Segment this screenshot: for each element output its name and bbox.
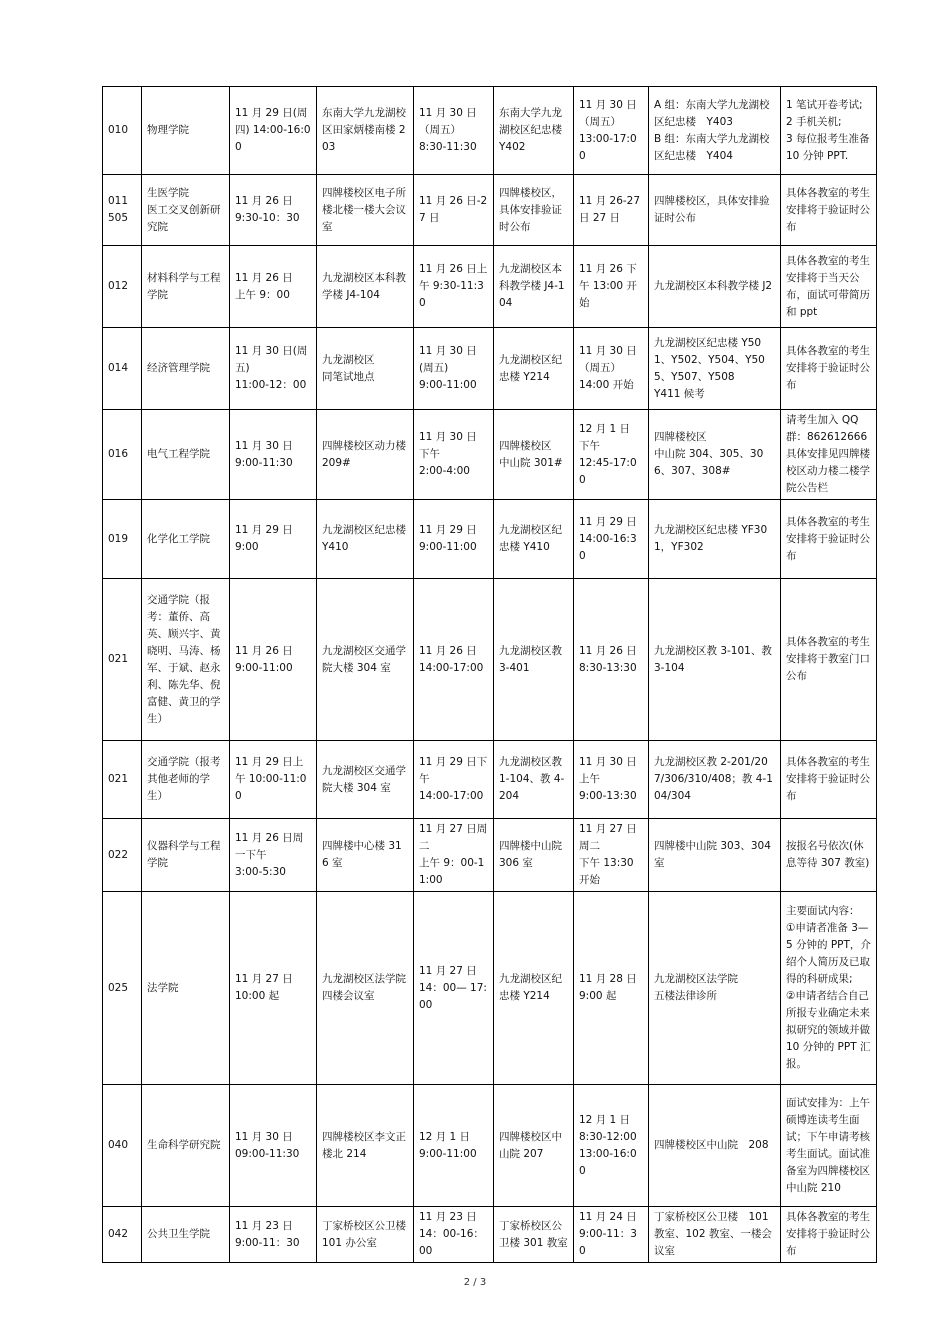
interview-time-cell: 11 月 30 日（周五） 13:00-17:00 xyxy=(574,87,649,175)
table-row xyxy=(103,892,877,1085)
interview-place-cell: 九龙湖校区纪忠楼 Y501、Y502、Y504、Y505、Y507、Y508 Y411 候考 xyxy=(649,328,781,410)
college-name-cell: 交通学院（报考其他老师的学生） xyxy=(142,741,230,819)
written-exam-time-cell: 11 月 29 日上午 10:00-11:00 xyxy=(230,741,317,819)
table-row xyxy=(103,246,877,328)
college-name-cell: 化学化工学院 xyxy=(142,500,230,579)
written-exam-place-cell: 九龙湖校区本科教学楼 J4-104 xyxy=(317,246,414,328)
note-cell: 主要面试内容： ①申请者准备 3—5 分钟的 PPT，介绍个人简历及已取得的科研成果; ②申请者结合自己所报专业确定未来拟研究的领域并做 10 分钟的 PPT 汇报。 xyxy=(781,892,877,1085)
written-exam-place-cell: 九龙湖校区法学院四楼会议室 xyxy=(317,892,414,1085)
written-exam-place-cell: 九龙湖校区 同笔试地点 xyxy=(317,328,414,410)
college-code-cell: 025 xyxy=(103,892,142,1085)
interview-place-cell: 九龙湖校区教 2-201/207/306/310/408；教 4-104/304 xyxy=(649,741,781,819)
table-row xyxy=(103,175,877,246)
verification-time-cell: 11 月 23 日 14：00-16：00 xyxy=(414,1207,494,1263)
interview-place-cell: 九龙湖校区法学院 五楼法律诊所 xyxy=(649,892,781,1085)
college-code-cell: 016 xyxy=(103,410,142,500)
interview-time-cell: 12 月 1 日 下午 12:45-17:00 xyxy=(574,410,649,500)
verification-place-cell: 九龙湖校区本科教学楼 J4-104 xyxy=(494,246,574,328)
note-cell: 具体各教室的考生安排将于教室门口公布 xyxy=(781,579,877,741)
table-row xyxy=(103,500,877,579)
verification-time-cell: 11 月 27 日 14：00— 17:00 xyxy=(414,892,494,1085)
table-row xyxy=(103,819,877,892)
college-code-cell: 012 xyxy=(103,246,142,328)
verification-time-cell: 11 月 29 日 9:00-11:00 xyxy=(414,500,494,579)
note-cell: 请考生加入 QQ 群：862612666 具体安排见四牌楼校区动力楼二楼学院公告栏 xyxy=(781,410,877,500)
college-name-cell: 仪器科学与工程学院 xyxy=(142,819,230,892)
verification-time-cell: 11 月 30 日（周五） 8:30-11:30 xyxy=(414,87,494,175)
verification-time-cell: 12 月 1 日 9:00-11:00 xyxy=(414,1085,494,1207)
written-exam-time-cell: 11 月 30 日 9:00-11:30 xyxy=(230,410,317,500)
interview-place-cell: 丁家桥校区公卫楼 101 教室、102 教室、一楼会议室 xyxy=(649,1207,781,1263)
written-exam-time-cell: 11 月 26 日 上午 9：00 xyxy=(230,246,317,328)
college-code-cell: 019 xyxy=(103,500,142,579)
college-name-cell: 材料科学与工程学院 xyxy=(142,246,230,328)
verification-place-cell: 九龙湖校区纪忠楼 Y214 xyxy=(494,892,574,1085)
college-code-cell: 040 xyxy=(103,1085,142,1207)
table-row xyxy=(103,741,877,819)
interview-time-cell: 12 月 1 日 8:30-12:00 13:00-16:00 xyxy=(574,1085,649,1207)
note-cell: 按报名号依次(休息等待 307 教室) xyxy=(781,819,877,892)
interview-place-cell: A 组：东南大学九龙湖校区纪忠楼 Y403 B 组：东南大学九龙湖校区纪忠楼 Y404 xyxy=(649,87,781,175)
written-exam-place-cell: 九龙湖校区纪忠楼 Y410 xyxy=(317,500,414,579)
verification-time-cell: 11 月 26 日-27 日 xyxy=(414,175,494,246)
written-exam-time-cell: 11 月 23 日 9:00-11：30 xyxy=(230,1207,317,1263)
written-exam-place-cell: 四牌楼中心楼 316 室 xyxy=(317,819,414,892)
verification-place-cell: 四牌楼校区 中山院 301# xyxy=(494,410,574,500)
college-name-cell: 电气工程学院 xyxy=(142,410,230,500)
interview-place-cell: 四牌楼校区，具体安排验证时公布 xyxy=(649,175,781,246)
interview-place-cell: 四牌楼校区中山院 208 xyxy=(649,1085,781,1207)
table-row xyxy=(103,1207,877,1263)
note-cell: 具体各教室的考生安排将于验证时公布 xyxy=(781,741,877,819)
interview-time-cell: 11 月 26-27 日 27 日 xyxy=(574,175,649,246)
verification-place-cell: 九龙湖校区教 3-401 xyxy=(494,579,574,741)
written-exam-place-cell: 九龙湖校区交通学院大楼 304 室 xyxy=(317,741,414,819)
written-exam-place-cell: 四牌楼校区李文正楼北 214 xyxy=(317,1085,414,1207)
college-code-cell: 042 xyxy=(103,1207,142,1263)
note-cell: 具体各教室的考生安排将于验证时公布 xyxy=(781,500,877,579)
college-name-cell: 生医学院 医工交叉创新研究院 xyxy=(142,175,230,246)
verification-time-cell: 11 月 27 日周二 上午 9：00-11:00 xyxy=(414,819,494,892)
table-row xyxy=(103,328,877,410)
college-code-cell: 021 xyxy=(103,741,142,819)
verification-place-cell: 九龙湖校区纪忠楼 Y214 xyxy=(494,328,574,410)
verification-place-cell: 九龙湖校区纪忠楼 Y410 xyxy=(494,500,574,579)
college-name-cell: 经济管理学院 xyxy=(142,328,230,410)
college-name-cell: 生命科学研究院 xyxy=(142,1085,230,1207)
interview-time-cell: 11 月 30 日（周五） 14:00 开始 xyxy=(574,328,649,410)
note-cell: 1 笔试开卷考试; 2 手机关机; 3 每位报考生准备 10 分钟 PPT. xyxy=(781,87,877,175)
page-number: 2 / 3 xyxy=(463,1277,487,1288)
table-row xyxy=(103,1085,877,1207)
college-code-cell: 022 xyxy=(103,819,142,892)
interview-time-cell: 11 月 26 下午 13:00 开始 xyxy=(574,246,649,328)
verification-place-cell: 四牌楼校区中山院 207 xyxy=(494,1085,574,1207)
note-cell: 具体各教室的考生安排将于验证时公布 xyxy=(781,328,877,410)
written-exam-place-cell: 四牌楼校区动力楼 209# xyxy=(317,410,414,500)
interview-time-cell: 11 月 26 日 8:30-13:30 xyxy=(574,579,649,741)
written-exam-place-cell: 丁家桥校区公卫楼 101 办公室 xyxy=(317,1207,414,1263)
table-row xyxy=(103,87,877,175)
schedule-table xyxy=(102,86,877,1263)
interview-time-cell: 11 月 28 日 9:00 起 xyxy=(574,892,649,1085)
verification-place-cell: 丁家桥校区公卫楼 301 教室 xyxy=(494,1207,574,1263)
note-cell: 具体各教室的考生安排将于验证时公布 xyxy=(781,175,877,246)
college-name-cell: 法学院 xyxy=(142,892,230,1085)
interview-place-cell: 四牌楼中山院 303、304 室 xyxy=(649,819,781,892)
interview-time-cell: 11 月 27 日周二 下午 13:30 开始 xyxy=(574,819,649,892)
written-exam-time-cell: 11 月 29 日(周四) 14:00-16:00 xyxy=(230,87,317,175)
written-exam-time-cell: 11 月 27 日 10:00 起 xyxy=(230,892,317,1085)
verification-time-cell: 11 月 26 日上午 9:30-11:30 xyxy=(414,246,494,328)
verification-place-cell: 东南大学九龙湖校区纪忠楼 Y402 xyxy=(494,87,574,175)
written-exam-time-cell: 11 月 29 日 9:00 xyxy=(230,500,317,579)
college-code-cell: 010 xyxy=(103,87,142,175)
written-exam-time-cell: 11 月 26 日周一下午 3:00-5:30 xyxy=(230,819,317,892)
written-exam-time-cell: 11 月 26 日 9:00-11:00 xyxy=(230,579,317,741)
interview-place-cell: 九龙湖校区教 3-101、教 3-104 xyxy=(649,579,781,741)
verification-place-cell: 四牌楼中山院 306 室 xyxy=(494,819,574,892)
interview-time-cell: 11 月 24 日 9:00-11：30 xyxy=(574,1207,649,1263)
college-code-cell: 021 xyxy=(103,579,142,741)
college-name-cell: 物理学院 xyxy=(142,87,230,175)
verification-time-cell: 11 月 26 日 14:00-17:00 xyxy=(414,579,494,741)
interview-time-cell: 11 月 29 日 14:00-16:30 xyxy=(574,500,649,579)
note-cell: 具体各教室的考生安排将于当天公布，面试可带简历和 ppt xyxy=(781,246,877,328)
interview-place-cell: 九龙湖校区本科教学楼 J2 xyxy=(649,246,781,328)
written-exam-time-cell: 11 月 30 日(周五) 11:00-12：00 xyxy=(230,328,317,410)
college-code-cell: 011 505 xyxy=(103,175,142,246)
written-exam-place-cell: 四牌楼校区电子所楼北楼一楼大会议室 xyxy=(317,175,414,246)
written-exam-place-cell: 九龙湖校区交通学院大楼 304 室 xyxy=(317,579,414,741)
verification-time-cell: 11 月 29 日下午 14:00-17:00 xyxy=(414,741,494,819)
college-code-cell: 014 xyxy=(103,328,142,410)
written-exam-place-cell: 东南大学九龙湖校区田家炳楼南楼 203 xyxy=(317,87,414,175)
verification-place-cell: 四牌楼校区，具体安排验证时公布 xyxy=(494,175,574,246)
table-row xyxy=(103,410,877,500)
college-name-cell: 公共卫生学院 xyxy=(142,1207,230,1263)
verification-place-cell: 九龙湖校区教 1-104、教 4-204 xyxy=(494,741,574,819)
interview-place-cell: 九龙湖校区纪忠楼 YF301，YF302 xyxy=(649,500,781,579)
verification-time-cell: 11 月 30 日 下午 2:00-4:00 xyxy=(414,410,494,500)
note-cell: 面试安排为：上午硕博连读考生面试；下午申请考核考生面试。面试准备室为四牌楼校区中山院 210 xyxy=(781,1085,877,1207)
verification-time-cell: 11 月 30 日 (周五) 9:00-11:00 xyxy=(414,328,494,410)
interview-place-cell: 四牌楼校区 中山院 304、305、306、307、308# xyxy=(649,410,781,500)
note-cell: 具体各教室的考生安排将于验证时公布 xyxy=(781,1207,877,1263)
written-exam-time-cell: 11 月 30 日 09:00-11:30 xyxy=(230,1085,317,1207)
table-row xyxy=(103,579,877,741)
college-name-cell: 交通学院（报考：董侨、高英、顾兴宇、黄晓明、马涛、杨军、于斌、赵永利、陈先华、倪富健、黄卫的学生） xyxy=(142,579,230,741)
interview-time-cell: 11 月 30 日 上午 9:00-13:30 xyxy=(574,741,649,819)
written-exam-time-cell: 11 月 26 日 9:30-10：30 xyxy=(230,175,317,246)
